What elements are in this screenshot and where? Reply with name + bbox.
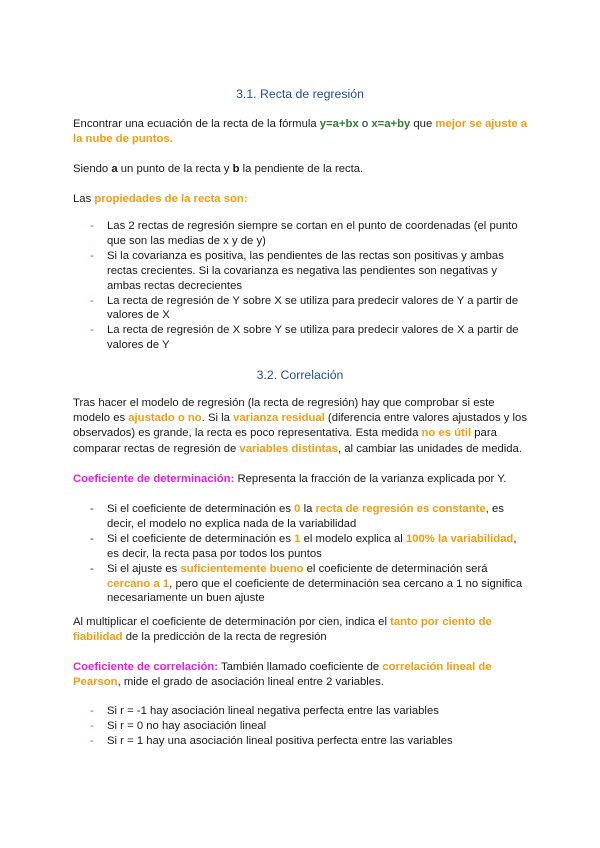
- list-item: - Las 2 rectas de regresión siempre se cortan en el punto de coordenadas (el punto que son las medias de x y de y): [90, 220, 518, 247]
- paragraph-multiplicar: Al multiplicar el coeficiente de determinación por cien, indica el tanto por ciento de fiabilidad de la predicción de la recta de regresión: [73, 616, 492, 644]
- dash-bullet-icon: -: [90, 719, 94, 732]
- dash-bullet-icon: -: [90, 705, 94, 717]
- list-item: - La recta de regresión de Y sobre X se utiliza para predecir valores de Y a partir de valores de X: [90, 294, 519, 322]
- correlacion-list: [90, 704, 530, 749]
- dash-bullet-icon: -: [90, 220, 94, 232]
- paragraph-propiedades: Las propiedades de la recta son:: [73, 193, 248, 205]
- dash-bullet-icon: -: [90, 562, 94, 575]
- paragraph-coef-determinacion: Coeficiente de determinación: Representa la fracción de la varianza explicada por Y.: [73, 473, 507, 485]
- list-item: - Si el coeficiente de determinación es 0 la recta de regresión es constante, es decir, el modelo no explica nada de la variabilidad: [90, 503, 504, 530]
- dash-bullet-icon: -: [90, 324, 94, 337]
- list-item: - Si r = -1 hay asociación lineal negativa perfecta entre las variables: [90, 705, 439, 717]
- list-item: - La recta de regresión de X sobre Y se utiliza para predecir valores de X a partir de valores de Y: [90, 324, 519, 352]
- paragraph-ecuacion: Encontrar una ecuación de la recta de la fórmula y=a+bx o x=a+by que mejor se ajuste a la nube de puntos.: [73, 118, 528, 146]
- determinacion-list: [90, 502, 530, 606]
- paragraph-tras-hacer: Tras hacer el modelo de regresión (la recta de regresión) hay que comprobar si este modelo es ajustado o no. Si la varianza residual (diferencia entre valores ajustados y los observados) es grande, la recta es poco representativa. Esta medida no es útil para comparar rectas de regresión de variables distintas, al cambiar las unidades de medida.: [73, 397, 527, 455]
- propiedades-list: [90, 219, 530, 353]
- dash-bullet-icon: -: [90, 503, 94, 515]
- list-item: - Si el ajuste es suficientemente bueno el coeficiente de determinación será cercano a 1, pero que el coeficiente de determinación sea cercano a 1 no significa necesariamente un buen ajuste: [90, 562, 523, 605]
- section-title-recta: 3.1. Recta de regresión: [236, 87, 364, 101]
- list-item: - Si r = 0 no hay asociación lineal: [90, 719, 267, 732]
- section-title-correlacion: 3.2. Correlación: [256, 368, 344, 382]
- list-item: - Si la covarianza es positiva, las pendientes de las rectas son positivas y ambas rectas crecientes. Si la covarianza es negativa las pendientes son negativas y ambas rectas decrecientes: [90, 249, 504, 292]
- dash-bullet-icon: -: [90, 294, 94, 307]
- dash-bullet-icon: -: [90, 249, 94, 262]
- dash-bullet-icon: -: [90, 532, 94, 545]
- dash-bullet-icon: -: [90, 734, 94, 747]
- list-item: - Si el coeficiente de determinación es 1 el modelo explica al 100% la variabilidad, es decir, la recta pasa por todos los puntos: [90, 532, 517, 560]
- paragraph-siendo: Siendo a un punto de la recta y b la pendiente de la recta.: [73, 163, 364, 175]
- list-item: - Si r = 1 hay una asociación lineal positiva perfecta entre las variables: [90, 734, 453, 747]
- paragraph-coef-correlacion: Coeficiente de correlación: También llamado coeficiente de correlación lineal de Pearson, mide el grado de asociación lineal entre 2 variables.: [73, 661, 492, 689]
